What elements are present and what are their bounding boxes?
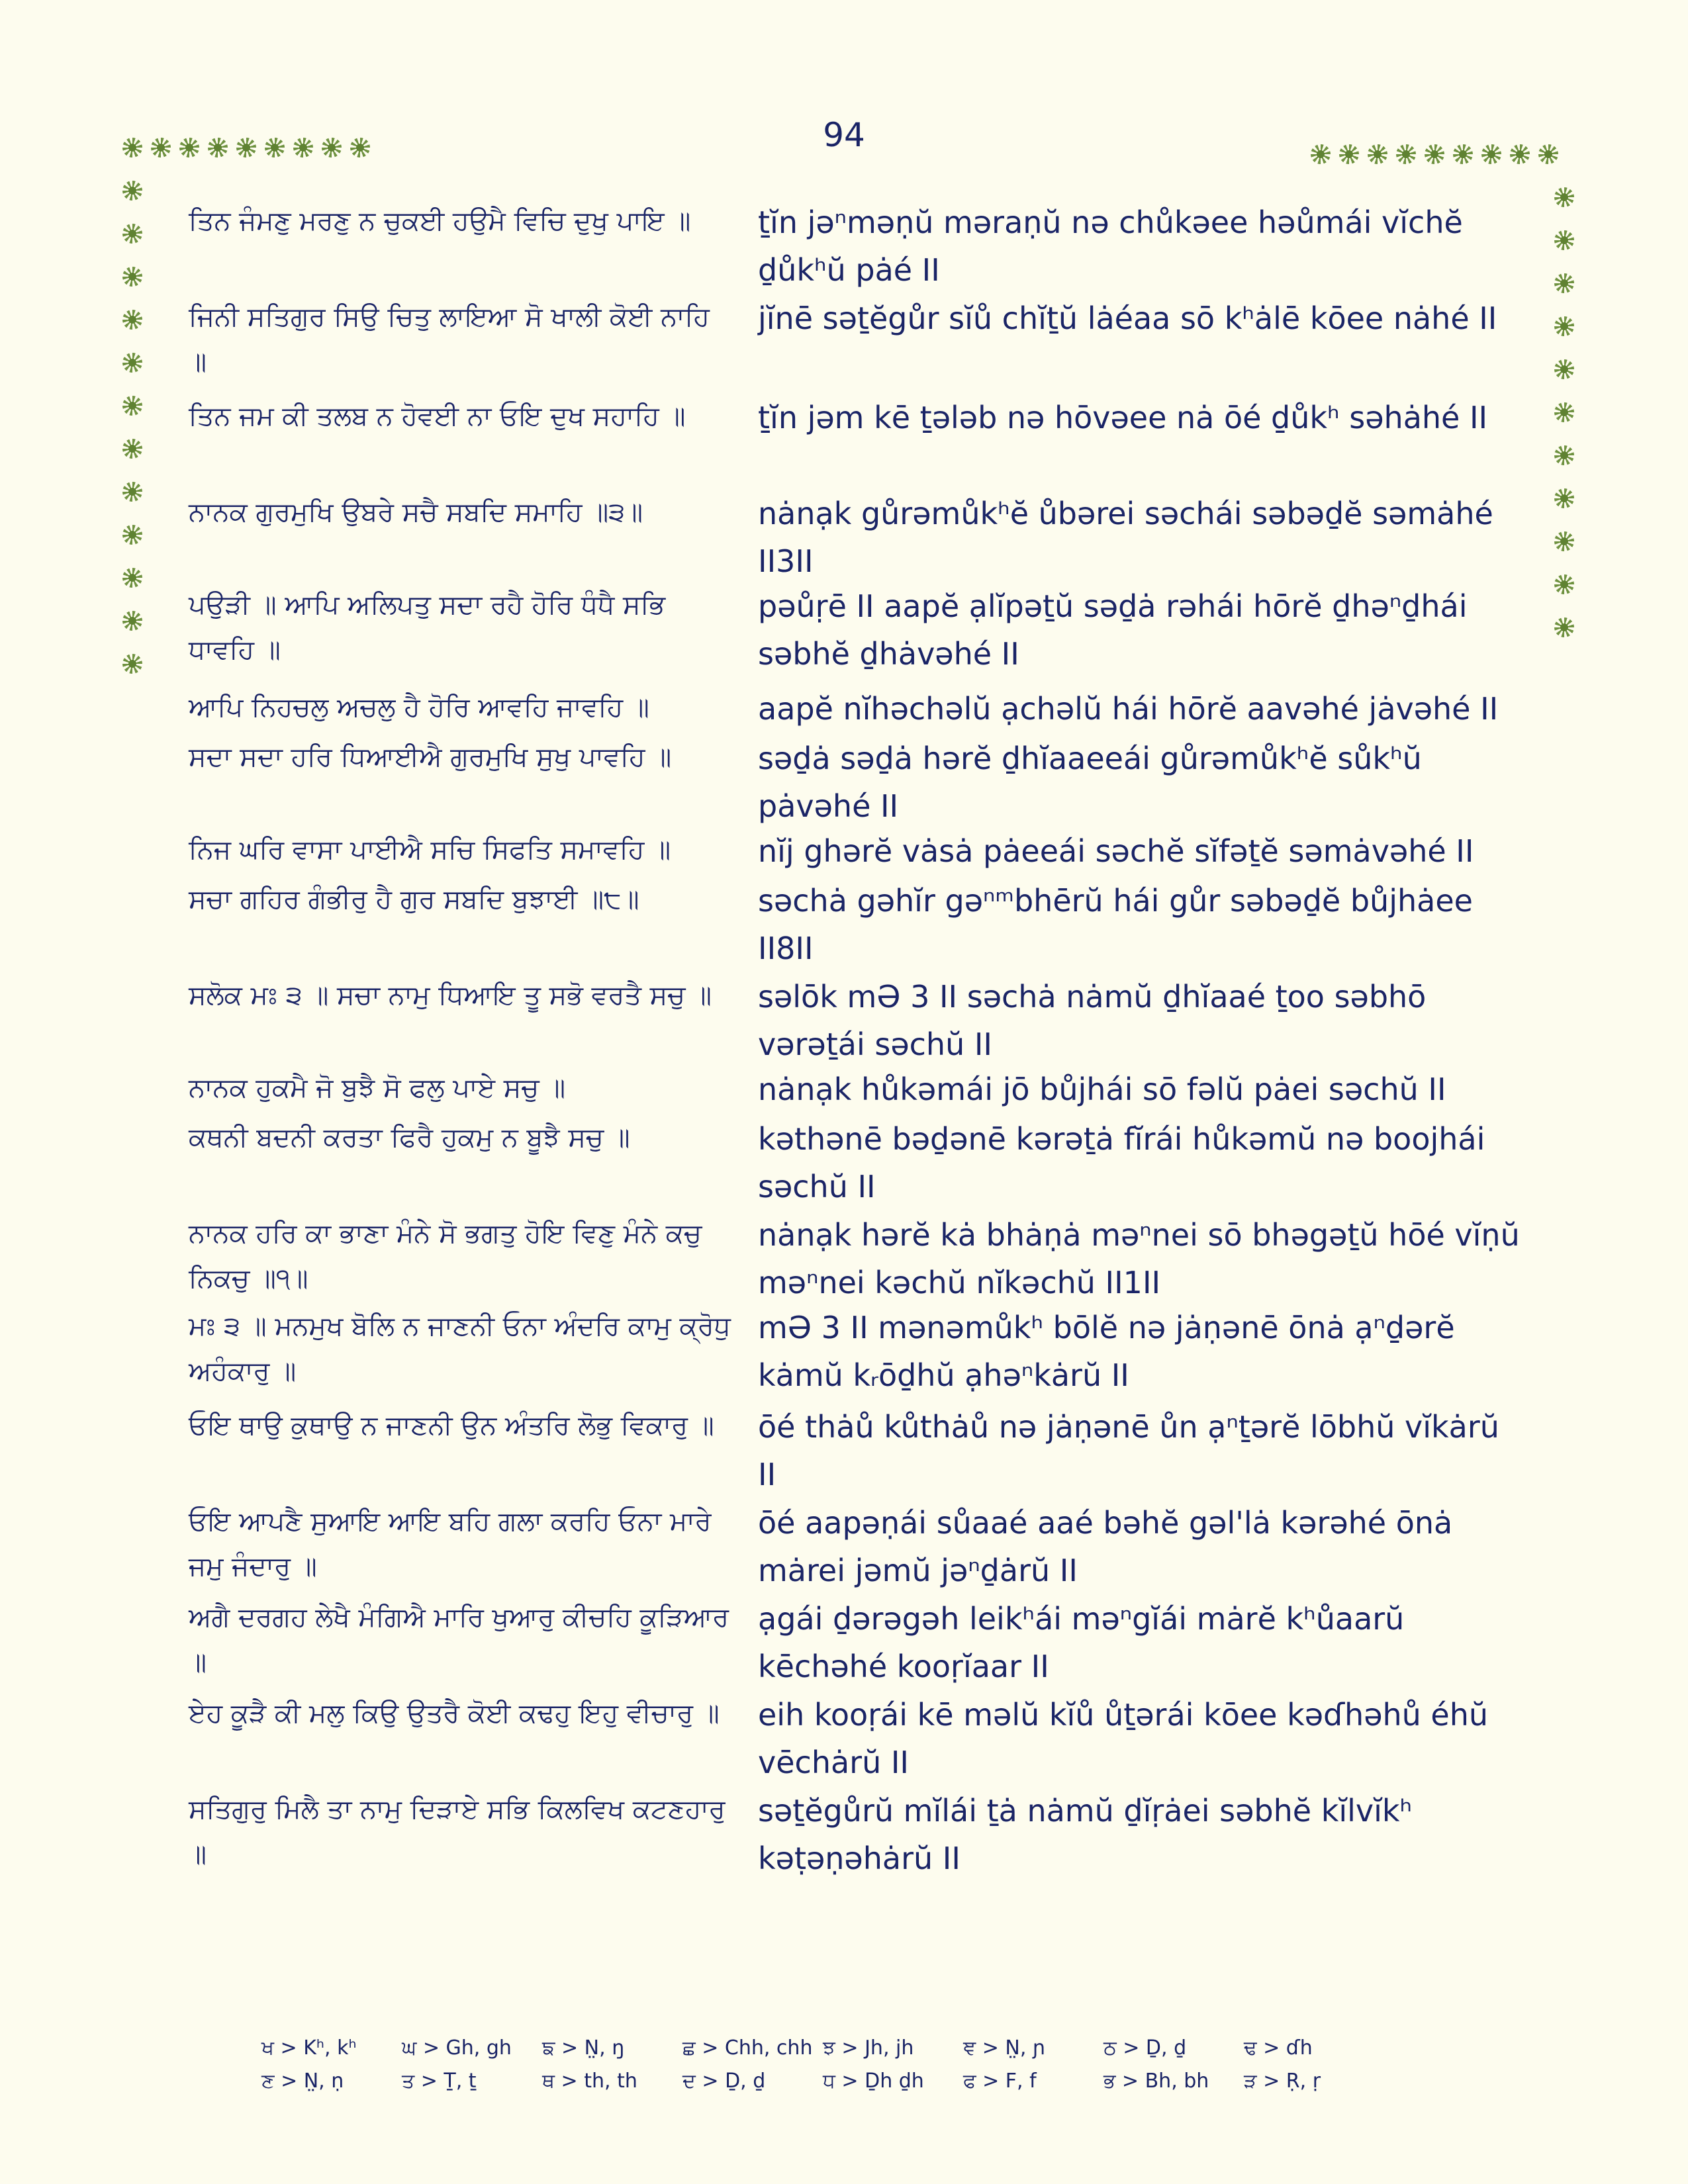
page-number: 94 — [823, 116, 865, 154]
verse-row — [189, 1499, 1526, 1595]
transliteration-line: nȧnạk hůkəmái jō bůjhái sō fəlŭ pȧei səchŭ II — [758, 1071, 1446, 1107]
flower-ornament-icon — [1368, 144, 1387, 164]
legend-entry: ਝ > Jh, jh — [823, 2036, 914, 2060]
verse-row — [189, 1066, 1526, 1115]
transliteration-line: ạgái ḏərəgəh leikʰái məⁿgĭái mȧrĕ kʰůaarŭ kēchəhé kooṛĭaar II — [758, 1601, 1405, 1684]
flower-ornament-icon — [122, 611, 142, 631]
flower-ornament-icon — [1510, 144, 1530, 164]
gurmukhi-line: ਨਾਨਕ ਹੁਕਮੈ ਜੋ ਬੁਝੈ ਸੋ ਫਲੁ ਪਾਏ ਸਚੁ ॥ — [189, 1073, 566, 1103]
flower-ornament-icon — [122, 654, 142, 674]
gurmukhi-line: ਮਃ ੩ ॥ ਮਨਮੁਖ ਬੋਲਿ ਨ ਜਾਣਨੀ ਓਨਾ ਅੰਦਰਿ ਕਾਮੁ ਕ੍ਰੋਧੁ ਅਹੰਕਾਰੁ ॥ — [189, 1311, 731, 1387]
flower-ornament-icon — [122, 310, 142, 330]
flower-ornament-icon — [1453, 144, 1473, 164]
transliteration-line: aapĕ nĭhəchəlŭ ạchəlŭ hái hōrĕ aavəhé jȧvəhé II — [758, 691, 1499, 727]
transliteration-line: mƏ 3 II mənəmůkʰ bōlĕ nə jȧṇənē ōnȧ ạⁿḏərĕ kȧmŭ kᵣōḏhŭ ạhəⁿkȧrŭ II — [758, 1310, 1455, 1393]
flower-ornament-icon — [1396, 144, 1416, 164]
verse-row — [189, 490, 1526, 582]
flower-ornament-icon — [1538, 144, 1558, 164]
verse-row — [189, 1691, 1526, 1787]
flower-ornament-icon — [122, 396, 142, 416]
legend-entry: ਧ > Ḏh ḏh — [823, 2070, 924, 2093]
flower-ornament-icon — [1339, 144, 1359, 164]
legend-entry: ੜ > Ṛ, ṛ — [1244, 2070, 1321, 2093]
gurmukhi-line: ਕਥਨੀ ਬਦਨੀ ਕਰਤਾ ਫਿਰੈ ਹੁਕਮੁ ਨ ਬੂਝੈ ਸਚੁ ॥ — [189, 1122, 630, 1153]
gurmukhi-line: ਨਾਨਕ ਹਰਿ ਕਾ ਭਾਣਾ ਮੰਨੇ ਸੋ ਭਗਤੁ ਹੋਇ ਵਿਣੁ ਮੰਨੇ ਕਚੁ ਨਿਕਚੁ ॥੧॥ — [189, 1218, 702, 1294]
gurmukhi-line: ਏਹ ਕੂੜੈ ਕੀ ਮਲੁ ਕਿਉ ਉਤਰੈ ਕੋਈ ਕਢਹੁ ਇਹੁ ਵੀਚਾਰੁ ॥ — [189, 1698, 720, 1729]
flower-ornament-icon — [208, 138, 228, 158]
transliteration-line: ṯĭn jəⁿməṇŭ məraṇŭ nə chůkəee həůmái vĭchĕ ḏůkʰŭ pȧé II — [758, 205, 1463, 288]
flower-ornament-icon — [1554, 187, 1574, 207]
legend-entry: ਛ > Chh, chh — [682, 2036, 813, 2060]
legend-entry: ਦ > Ḏ, ḏ — [682, 2070, 766, 2093]
gurmukhi-line: ਸਤਿਗੁਰੁ ਮਿਲੈ ਤਾ ਨਾਮੁ ਦਿੜਾਏ ਸਭਿ ਕਿਲਵਿਖ ਕਟਣਹਾਰੁ ॥ — [189, 1794, 726, 1870]
gurmukhi-line: ਸਦਾ ਸਦਾ ਹਰਿ ਧਿਆਈਐ ਗੁਰਮੁਖਿ ਸੁਖੁ ਪਾਵਹਿ ॥ — [189, 742, 672, 772]
flower-ornament-icon — [1554, 531, 1574, 551]
transliteration-line: ōé thȧů kůthȧů nə jȧṇənē ůn ạⁿṯərĕ lōbhŭ vĭkȧrŭ II — [758, 1409, 1499, 1492]
flower-ornament-icon — [122, 181, 142, 201]
verse-row — [189, 827, 1526, 877]
gurmukhi-line: ਅਗੈ ਦਰਗਹ ਲੇਖੈ ਮੰਗਿਐ ਮਾਰਿ ਖੁਆਰੁ ਕੀਚਹਿ ਕੂੜਿਆਰ ॥ — [189, 1602, 729, 1678]
verse-row — [189, 877, 1526, 973]
flower-ornament-icon — [122, 224, 142, 244]
legend-row — [261, 2065, 1384, 2098]
flower-ornament-icon — [322, 138, 342, 158]
legend-entry: ਖ > Kʰ, kʰ — [261, 2036, 357, 2060]
transliteration-line: eih kooṛái kē məlŭ kĭů ůṯərái kōee kəɗhəhů éhŭ vēchȧrŭ II — [758, 1697, 1489, 1780]
transliteration-line: jĭnē səṯĕgůr sĭů chĭṯŭ lȧéaa sō kʰȧlē kōee nȧhé II — [758, 300, 1497, 336]
transliteration-legend — [261, 2032, 1384, 2098]
verse-row — [189, 582, 1526, 685]
flower-ornament-icon — [1481, 144, 1501, 164]
flower-ornament-icon — [1554, 273, 1574, 293]
transliteration-line: nȧnạk gůrəmůkʰĕ ůbərei səchái səbəḏĕ səmȧhé II3II — [758, 496, 1493, 579]
transliteration-line: səḏȧ səḏȧ hərĕ ḏhĭaaeeái gůrəmůkʰĕ sůkʰŭ pȧvəhé II — [758, 741, 1422, 824]
legend-entry: ਫ > F, f — [963, 2070, 1037, 2093]
flower-ornament-icon — [151, 138, 171, 158]
legend-entry: ਠ > Ḏ, ḏ — [1103, 2036, 1187, 2060]
gurmukhi-line: ਨਾਨਕ ਗੁਰਮੁਖਿ ਉਬਰੇ ਸਚੈ ਸਬਦਿ ਸਮਾਹਿ ॥੩॥ — [189, 497, 643, 527]
flower-ornament-icon — [1554, 230, 1574, 250]
transliteration-line: pəůṛē II aapĕ ạlĭpəṯŭ səḏȧ rəhái hōrĕ ḏhəⁿḏhái səbhĕ ḏhȧvəhé II — [758, 588, 1468, 672]
transliteration-line: kəthənē bəḏənē kərəṯȧ fĭrái hůkəmŭ nə boojhái səchŭ II — [758, 1121, 1485, 1205]
verse-row — [189, 735, 1526, 827]
transliteration-line: səṯĕgůrŭ mĭlái ṯȧ nȧmŭ ḏĭṛȧei səbhĕ kĭlvĭkʰ kəṭəṇəhȧrŭ II — [758, 1793, 1413, 1876]
flower-ornament-icon — [122, 568, 142, 588]
transliteration-line: nȧnạk hərĕ kȧ bhȧṇȧ məⁿnei sō bhəgəṯŭ hōé vĭṇŭ məⁿnei kəchŭ nĭkəchŭ II1II — [758, 1217, 1520, 1300]
flower-ornament-icon — [236, 138, 256, 158]
flower-ornament-icon — [122, 353, 142, 373]
legend-row — [261, 2032, 1384, 2065]
verse-row — [189, 973, 1526, 1066]
verse-row — [189, 199, 1526, 295]
flower-ornament-icon — [1554, 445, 1574, 465]
gurmukhi-line: ਸਚਾ ਗਹਿਰ ਗੰਭੀਰੁ ਹੈ ਗੁਰ ਸਬਦਿ ਬੁਝਾਈ ॥੮॥ — [189, 884, 639, 915]
flower-ornament-icon — [293, 138, 313, 158]
legend-entry: ਥ > th, th — [542, 2070, 637, 2093]
gurmukhi-line: ਓਇ ਆਪਣੈ ਸੁਆਇ ਆਇ ਬਹਿ ਗਲਾ ਕਰਹਿ ਓਨਾ ਮਾਰੇ ਜਮੁ ਜੰਦਾਰੁ ॥ — [189, 1506, 712, 1582]
flower-ornament-icon — [122, 439, 142, 459]
gurmukhi-line: ਤਿਨ ਜੰਮਣੁ ਮਰਣੁ ਨ ਚੁਕਈ ਹਉਮੈ ਵਿਚਿ ਦੁਖੁ ਪਾਇ ॥ — [189, 206, 691, 236]
flower-ornament-icon — [1554, 402, 1574, 422]
flower-ornament-icon — [1554, 617, 1574, 637]
transliteration-line: səlōk mƏ 3 II səchȧ nȧmŭ ḏhĭaaé ṯoo səbhō vərəṯái səchŭ II — [758, 979, 1427, 1062]
transliteration-line: ṯĭn jəm kē ṯələb nə hōvəee nȧ ōé ḏůkʰ səhȧhé II — [758, 400, 1488, 435]
verse-row — [189, 295, 1526, 394]
verse-table — [189, 199, 1526, 1886]
verse-row — [189, 1115, 1526, 1211]
flower-ornament-icon — [1554, 316, 1574, 336]
verse-row — [189, 1211, 1526, 1304]
legend-entry: ਤ > Ṯ, ṯ — [402, 2070, 477, 2093]
verse-row — [189, 1403, 1526, 1499]
flower-ornament-icon — [122, 482, 142, 502]
verse-row — [189, 1304, 1526, 1403]
verse-row — [189, 685, 1526, 735]
verse-row — [189, 1595, 1526, 1691]
flower-ornament-icon — [265, 138, 285, 158]
flower-ornament-icon — [1425, 144, 1444, 164]
legend-entry: ਭ > Bh, bh — [1103, 2070, 1209, 2093]
flower-ornament-icon — [1311, 144, 1331, 164]
flower-ornament-icon — [179, 138, 199, 158]
legend-entry: ਞ > N̤, ɲ — [963, 2036, 1046, 2060]
legend-entry: ਣ > N̤, ṇ — [261, 2070, 344, 2093]
legend-entry: ਙ > N̤, ŋ — [542, 2036, 625, 2060]
gurmukhi-line: ਤਿਨ ਜਮ ਕੀ ਤਲਬ ਨ ਹੋਵਈ ਨਾ ਓਇ ਦੁਖ ਸਹਾਹਿ ॥ — [189, 401, 686, 432]
flower-ornament-icon — [122, 138, 142, 158]
flower-ornament-icon — [350, 138, 370, 158]
gurmukhi-line: ਪਉੜੀ ॥ ਆਪਿ ਅਲਿਪਤੁ ਸਦਾ ਰਹੈ ਹੋਰਿ ਧੰਧੈ ਸਭਿ ਧਾਵਹਿ ॥ — [189, 590, 666, 665]
flower-ornament-icon — [122, 267, 142, 287]
transliteration-line: ōé aapəṇái sůaaé aaé bəhĕ gəl'lȧ kərəhé ōnȧ mȧrei jəmŭ jəⁿḏȧrŭ II — [758, 1505, 1453, 1588]
gurmukhi-line: ਓਇ ਥਾਉ ਕੁਥਾਉ ਨ ਜਾਣਨੀ ਉਨ ਅੰਤਰਿ ਲੋਭੁ ਵਿਕਾਰੁ ॥ — [189, 1410, 714, 1441]
gurmukhi-line: ਨਿਜ ਘਰਿ ਵਾਸਾ ਪਾਈਐ ਸਚਿ ਸਿਫਤਿ ਸਮਾਵਹਿ ॥ — [189, 835, 671, 865]
gurmukhi-line: ਆਪਿ ਨਿਹਚਲੁ ਅਚਲੁ ਹੈ ਹੋਰਿ ਆਵਹਿ ਜਾਵਹਿ ॥ — [189, 692, 649, 723]
transliteration-line: səchȧ gəhĭr gəⁿᵐbhērŭ hái gůr səbəḏĕ bůjhȧee II8II — [758, 883, 1473, 966]
flower-ornament-icon — [122, 525, 142, 545]
verse-row — [189, 394, 1526, 490]
gurmukhi-line: ਸਲੋਕ ਮਃ ੩ ॥ ਸਚਾ ਨਾਮੁ ਧਿਆਇ ਤੂ ਸਭੋ ਵਰਤੈ ਸਚੁ ॥ — [189, 980, 712, 1011]
flower-ornament-icon — [1554, 359, 1574, 379]
legend-entry: ਘ > Gh, gh — [402, 2036, 512, 2060]
flower-ornament-icon — [1554, 488, 1574, 508]
flower-ornament-icon — [1554, 574, 1574, 594]
gurmukhi-line: ਜਿਨੀ ਸਤਿਗੁਰ ਸਿਉ ਚਿਤੁ ਲਾਇਆ ਸੋ ਖਾਲੀ ਕੋਈ ਨਾਹਿ ॥ — [189, 302, 710, 377]
legend-entry: ਢ > ɗh — [1244, 2036, 1313, 2060]
transliteration-line: nĭj ghərĕ vȧsȧ pȧeeái səchĕ sĭfəṯĕ səmȧvəhé II — [758, 833, 1474, 869]
verse-row — [189, 1787, 1526, 1886]
